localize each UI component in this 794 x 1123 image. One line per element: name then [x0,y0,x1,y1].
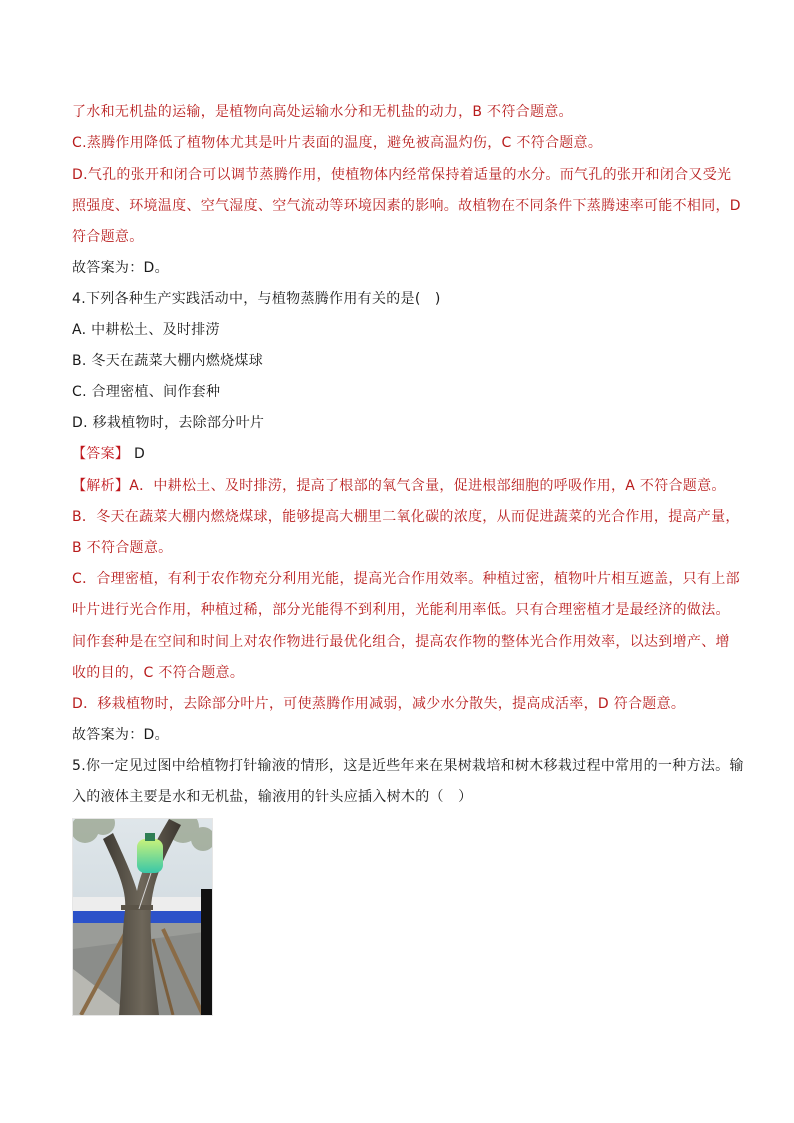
option-a: A. 中耕松土、及时排涝 [72,322,220,338]
text-line: 收的目的，C 不符合题意。 [72,665,245,681]
text-line: 符合题意。 [72,229,144,245]
question-5-stem: 5.你一定见过图中给植物打针输液的情形，这是近些年来在果树栽培和树木移栽过程中常用的一种方法。输 [72,758,744,774]
answer-line [72,445,722,463]
option-c: C. 合理密植、间作套种 [72,384,221,400]
tree-infusion-photo [72,818,213,1016]
text-line: 间作套种是在空间和时间上对农作物进行最优化组合，提高农作物的整体光合作用效率，以达到增产、增 [72,634,730,650]
analysis-text: A．中耕松土、及时排涝，提高了根部的氧气含量，促进根部细胞的呼吸作用，A 不符合题意。 [129,478,726,494]
text-line: 叶片进行光合作用，种植过稀，部分光能得不到利用，光能利用率低。只有合理密植才是最经济的做法。 [72,602,730,618]
text-line: C.蒸腾作用降低了植物体尤其是叶片表面的温度，避免被高温灼伤，C 不符合题意。 [72,135,603,151]
analysis-label: 【解析】 [72,478,130,494]
text-line: C．合理密植，有利于农作物充分利用光能，提高光合作用效率。种植过密，植物叶片相互遮盖，只有上部 [72,571,740,587]
text-line: 了水和无机盐的运输，是植物向高处运输水分和无机盐的动力，B 不符合题意。 [72,104,573,120]
answer-value: D [133,446,146,462]
text-line: B 不符合题意。 [72,540,173,556]
text-line: 故答案为：D。 [72,260,169,276]
option-d: D. 移栽植物时，去除部分叶片 [72,415,265,431]
question-4-stem: 4.下列各种生产实践活动中，与植物蒸腾作用有关的是( ) [72,291,441,307]
analysis-line [72,477,726,495]
text-line: 照强度、环境温度、空气湿度、空气流动等环境因素的影响。故植物在不同条件下蒸腾速率可能不相同，D [72,198,741,214]
question-5-stem-cont: 入的液体主要是水和无机盐，输液用的针头应插入树木的（ ） [72,789,473,805]
text-line: D．移栽植物时，去除部分叶片，可使蒸腾作用减弱，减少水分散失，提高成活率，D 符合题意。 [72,696,686,712]
text-line: B．冬天在蔬菜大棚内燃烧煤球，能够提高大棚里二氧化碳的浓度，从而促进蔬菜的光合作用，提高产量， [72,509,740,525]
text-line: D.气孔的张开和闭合可以调节蒸腾作用，使植物体内经常保持着适量的水分。而气孔的张开和闭合又受光 [72,167,732,183]
answer-label: 【答案】 [72,446,130,462]
text-line: 故答案为：D。 [72,727,169,743]
option-b: B. 冬天在蔬菜大棚内燃烧煤球 [72,353,264,369]
